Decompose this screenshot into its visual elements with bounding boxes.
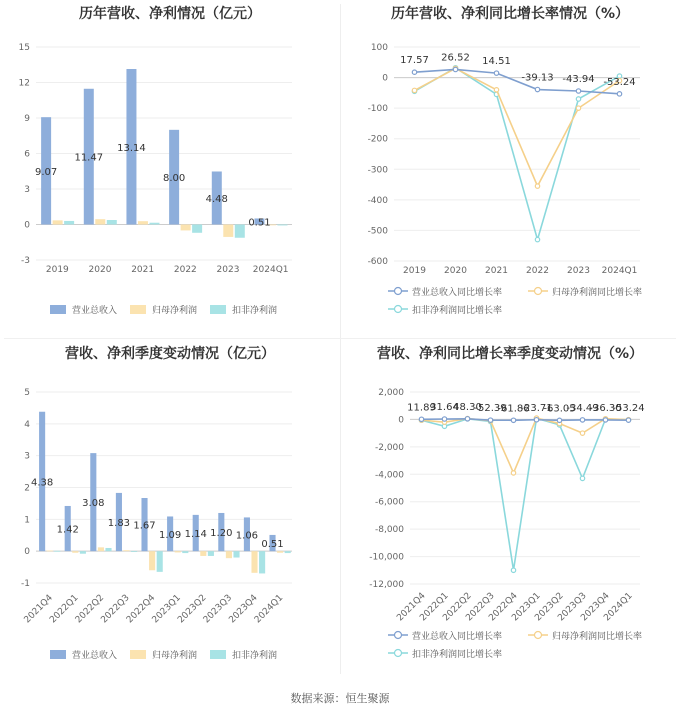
- series-point: [576, 106, 580, 110]
- x-tick-label: 2024Q1: [252, 593, 286, 626]
- x-tick-label: 2023Q4: [579, 591, 612, 624]
- bar-deducted-profit: [259, 551, 265, 573]
- point-value-label: -52.39: [474, 403, 507, 415]
- legend-label: 扣非净利润: [232, 306, 278, 316]
- x-tick-label: 2019: [403, 266, 426, 276]
- x-tick-label: 2022Q3: [99, 593, 132, 626]
- bar-net-profit: [181, 225, 191, 231]
- legend-label: 归母净利润: [152, 306, 198, 316]
- chart-title: 营收、净利季度变动情况（亿元）: [65, 346, 275, 362]
- legend-marker: [535, 288, 542, 295]
- y-tick-label: -4,000: [374, 470, 404, 481]
- y-tick-label: 3: [24, 185, 30, 195]
- bar-net-profit: [223, 225, 233, 237]
- legend-label: 营业总收入同比增长率: [412, 288, 503, 298]
- x-tick-label: 2023: [216, 265, 240, 275]
- bar-deducted-profit: [233, 551, 239, 557]
- y-tick-label: -10,000: [369, 552, 404, 563]
- y-tick-label: -8,000: [374, 525, 404, 536]
- legend-marker: [395, 306, 402, 313]
- y-tick-label: 2: [24, 483, 30, 494]
- y-tick-label: -600: [367, 257, 388, 267]
- series-point: [580, 418, 584, 422]
- x-tick-label: 2023Q2: [176, 593, 209, 626]
- legend-label: 营业总收入同比增长率: [412, 632, 503, 642]
- bar-value-label: 9.07: [34, 166, 58, 178]
- point-value-label: 31.64: [430, 401, 459, 413]
- x-tick-label: 2023Q3: [556, 591, 589, 624]
- x-tick-label: 2024Q1: [252, 265, 289, 275]
- x-tick-label: 2023: [567, 266, 590, 276]
- bar-net-profit: [226, 551, 232, 558]
- chart-title: 历年营收、净利同比增长率情况（%）: [390, 6, 630, 22]
- y-tick-label: -400: [367, 195, 388, 206]
- series-point: [494, 71, 498, 75]
- bar-net-profit: [138, 221, 148, 224]
- point-value-label: -53.24: [603, 76, 636, 88]
- legend-marker: [395, 650, 402, 657]
- bar-deducted-profit: [105, 548, 111, 551]
- bar-value-label: 4.38: [30, 477, 54, 489]
- series-point: [419, 417, 423, 421]
- legend-label: 扣非净利润: [232, 651, 278, 661]
- x-tick-label: 2024Q1: [602, 591, 635, 624]
- x-tick-label: 2022Q3: [464, 591, 497, 624]
- y-tick-label: -500: [367, 226, 388, 237]
- bar-value-label: 4.48: [205, 193, 228, 205]
- annual-revenue-profit-chart: [0, 0, 340, 340]
- bar-deducted-profit: [54, 551, 60, 552]
- series-point: [580, 476, 584, 480]
- bar-net-profit: [95, 219, 105, 224]
- series-point: [535, 87, 539, 91]
- x-tick-label: 2022Q2: [441, 591, 474, 624]
- y-tick-label: -300: [367, 165, 388, 176]
- series-line-net-profit-growth: [422, 418, 629, 473]
- bar-net-profit: [53, 220, 63, 224]
- x-tick-label: 2020: [88, 265, 112, 275]
- series-point: [576, 97, 580, 101]
- series-point: [576, 89, 580, 93]
- legend-label: 归母净利润同比增长率: [552, 288, 643, 298]
- y-tick-label: 0: [24, 547, 30, 558]
- series-point: [442, 417, 446, 421]
- bar-net-profit: [200, 551, 206, 556]
- bar-deducted-profit: [192, 225, 202, 233]
- legend-label: 营业总收入: [72, 306, 118, 316]
- point-value-label: -63.05: [543, 403, 576, 415]
- bar-value-label: 1.20: [210, 528, 233, 540]
- y-tick-label: 3: [24, 451, 30, 462]
- bar-value-label: 3.08: [82, 498, 105, 510]
- series-line-deducted-profit-growth: [415, 68, 620, 240]
- legend-marker: [395, 288, 402, 295]
- legend-swatch: [50, 650, 66, 659]
- y-tick-label: -200: [367, 134, 388, 145]
- data-source-note: 数据来源：恒生聚源: [290, 692, 390, 705]
- y-tick-label: 2,000: [378, 388, 404, 398]
- series-point: [535, 237, 539, 241]
- point-value-label: -36.30: [589, 402, 622, 414]
- bar-deducted-profit: [64, 221, 74, 225]
- y-tick-label: 4: [24, 419, 30, 430]
- annual-growth-rate-chart: [340, 0, 680, 340]
- x-tick-label: 2021: [131, 265, 155, 275]
- point-value-label: -39.13: [521, 72, 554, 84]
- x-tick-label: 2021Q4: [395, 591, 428, 624]
- bar-net-profit: [175, 551, 181, 552]
- x-tick-label: 2022Q1: [418, 591, 451, 624]
- x-tick-label: 2023Q3: [201, 593, 235, 626]
- x-tick-label: 2023Q1: [510, 591, 543, 624]
- point-value-label: 14.51: [482, 56, 511, 68]
- x-tick-label: 2022: [526, 266, 549, 276]
- y-tick-label: 12: [18, 78, 30, 89]
- y-tick-label: 6: [24, 149, 30, 160]
- point-value-label: -23.71: [520, 402, 553, 414]
- y-tick-label: -3: [21, 256, 30, 266]
- y-tick-label: 0: [382, 73, 388, 84]
- bar-deducted-profit: [182, 551, 188, 553]
- x-tick-label: 2023Q1: [150, 593, 183, 626]
- legend-swatch: [130, 305, 146, 314]
- series-point: [617, 92, 621, 96]
- bar-deducted-profit: [208, 551, 214, 556]
- bar-net-profit: [98, 547, 104, 551]
- series-point: [534, 418, 538, 422]
- chart-title: 历年营收、净利情况（亿元）: [79, 6, 261, 22]
- point-value-label: 26.52: [441, 52, 470, 64]
- bar-net-profit: [251, 551, 257, 573]
- bar-net-profit: [47, 551, 53, 552]
- bar-net-profit: [149, 551, 155, 570]
- y-tick-label: 0: [398, 415, 404, 426]
- bar-value-label: 1.06: [235, 530, 259, 542]
- point-value-label: 48.30: [453, 401, 482, 413]
- point-value-label: 17.57: [400, 55, 429, 67]
- series-point: [626, 418, 630, 422]
- bar-deducted-profit: [235, 225, 245, 238]
- series-point: [535, 184, 539, 188]
- legend-label: 归母净利润同比增长率: [552, 632, 643, 642]
- point-value-label: -34.49: [566, 402, 599, 414]
- series-point: [494, 88, 498, 92]
- series-point: [511, 418, 515, 422]
- bar-value-label: 8.00: [162, 173, 186, 185]
- series-point: [580, 431, 584, 435]
- bar-value-label: 0.51: [248, 217, 271, 229]
- bar-deducted-profit: [131, 551, 137, 552]
- series-line-deducted-profit-growth: [422, 418, 629, 570]
- series-point: [465, 417, 469, 421]
- bar-deducted-profit: [285, 551, 291, 553]
- bar-value-label: 1.42: [56, 524, 79, 536]
- quarterly-growth-rate-chart: [340, 340, 680, 680]
- legend-label: 扣非净利润同比增长率: [412, 306, 503, 316]
- legend-swatch: [50, 305, 66, 314]
- point-value-label: -61.86: [497, 403, 530, 415]
- y-tick-label: 0: [24, 220, 30, 231]
- legend-label: 归母净利润: [152, 651, 198, 661]
- x-tick-label: 2022Q1: [48, 593, 81, 626]
- bar-deducted-profit: [107, 220, 117, 224]
- y-tick-label: 100: [370, 43, 388, 53]
- bar-value-label: 1.14: [184, 529, 207, 541]
- bar-value-label: 11.47: [74, 152, 104, 164]
- series-point: [511, 471, 515, 475]
- bar-value-label: 1.83: [107, 518, 131, 530]
- bar-value-label: 1.67: [133, 520, 156, 532]
- bar-value-label: 13.14: [117, 142, 146, 154]
- series-point: [511, 568, 515, 572]
- point-value-label: -53.24: [612, 403, 645, 415]
- bar-deducted-profit: [277, 225, 287, 226]
- series-point: [488, 418, 492, 422]
- y-tick-label: -100: [367, 104, 388, 115]
- x-tick-label: 2024Q1: [601, 266, 638, 276]
- legend-swatch: [210, 650, 226, 659]
- y-tick-label: -6,000: [374, 497, 404, 508]
- series-point: [412, 88, 416, 92]
- point-value-label: 11.89: [407, 402, 436, 414]
- point-value-label: -43.94: [562, 74, 595, 86]
- bar-value-label: 0.51: [261, 539, 284, 551]
- series-point: [603, 418, 607, 422]
- y-tick-label: 9: [24, 114, 30, 124]
- y-tick-label: 5: [24, 388, 30, 398]
- y-tick-label: -1: [21, 579, 30, 589]
- quarterly-revenue-profit-chart: [0, 340, 340, 680]
- bar-deducted-profit: [80, 551, 86, 554]
- bar-deducted-profit: [157, 551, 163, 572]
- y-tick-label: 15: [18, 43, 30, 53]
- legend-label: 营业总收入: [72, 651, 118, 661]
- x-tick-label: 2023Q4: [227, 593, 260, 626]
- x-tick-label: 2019: [45, 265, 69, 275]
- series-point: [453, 67, 457, 71]
- x-tick-label: 2020: [444, 266, 467, 276]
- y-tick-label: -12,000: [369, 580, 404, 590]
- legend-swatch: [130, 650, 146, 659]
- chart-title: 营收、净利同比增长率季度变动情况（%）: [376, 346, 644, 362]
- y-tick-label: 1: [24, 515, 30, 526]
- bar-net-profit: [277, 551, 283, 553]
- series-point: [557, 418, 561, 422]
- y-tick-label: -2,000: [374, 442, 404, 453]
- legend-label: 扣非净利润同比增长率: [412, 650, 503, 660]
- x-tick-label: 2021Q4: [22, 593, 55, 626]
- bar-value-label: 1.09: [158, 529, 182, 541]
- x-tick-label: 2022Q4: [487, 591, 520, 624]
- legend-marker: [395, 632, 402, 639]
- series-point: [412, 70, 416, 74]
- legend-marker: [535, 632, 542, 639]
- x-tick-label: 2022Q4: [124, 593, 158, 626]
- bar-net-profit: [72, 551, 78, 553]
- x-tick-label: 2022: [173, 265, 197, 275]
- x-tick-label: 2021: [485, 266, 508, 276]
- x-tick-label: 2023Q2: [533, 591, 566, 624]
- bar-net-profit: [123, 550, 129, 551]
- legend-swatch: [210, 305, 226, 314]
- x-tick-label: 2022Q2: [73, 593, 107, 626]
- bar-deducted-profit: [149, 223, 159, 225]
